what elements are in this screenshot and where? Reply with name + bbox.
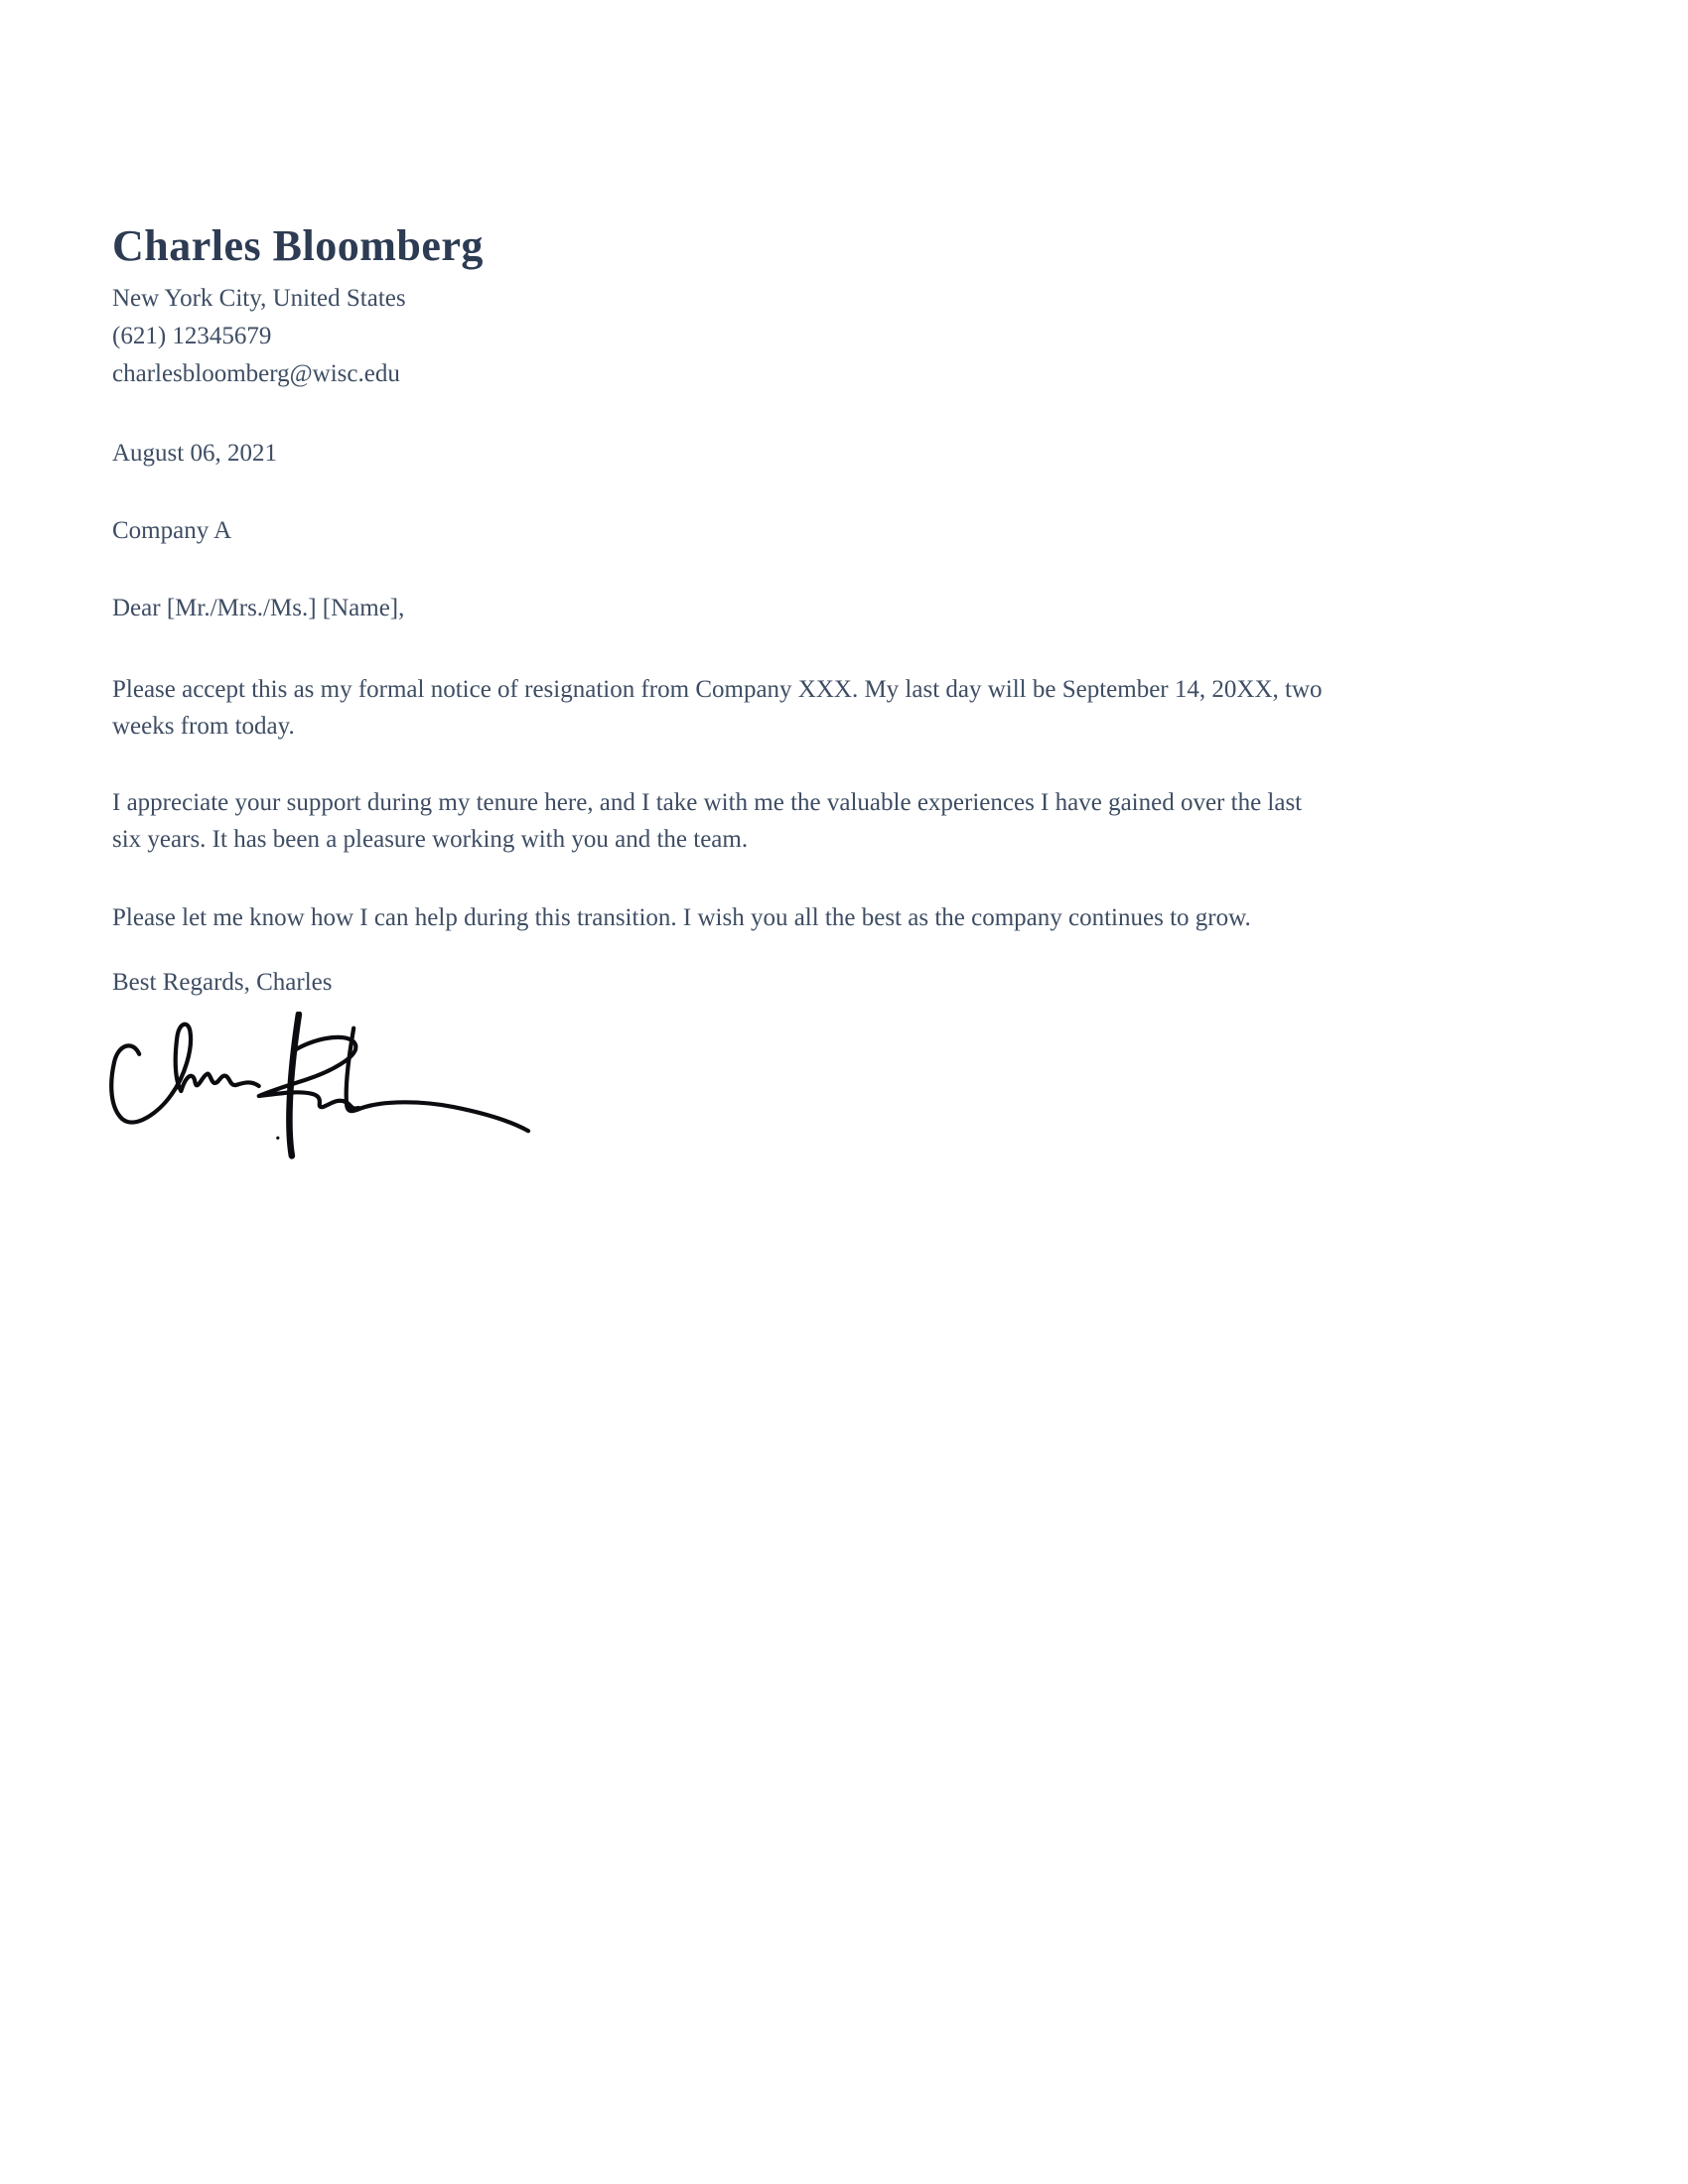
sender-email: charlesbloomberg@wisc.edu bbox=[112, 360, 400, 387]
ink-dot bbox=[276, 1137, 279, 1140]
letter-content bbox=[112, 0, 1576, 1162]
body-paragraph-3 bbox=[112, 899, 1576, 936]
closing-block bbox=[112, 964, 1576, 1002]
handwritten-signature bbox=[102, 1012, 531, 1162]
body-paragraph-2 bbox=[112, 784, 1576, 858]
sender-location: New York City, United States bbox=[112, 285, 406, 312]
salutation: Dear [Mr./Mrs./Ms.] [Name], bbox=[112, 595, 405, 621]
letter-date-block bbox=[112, 435, 1576, 473]
signature-image bbox=[102, 1012, 531, 1162]
paragraph-line: I appreciate your support during my tenure here, and I take with me the valuable experiences I have gained over the last bbox=[112, 789, 1303, 816]
closing-text: Best Regards, Charles bbox=[112, 969, 333, 996]
sender-phone: (621) 12345679 bbox=[112, 323, 272, 349]
paragraph-line: weeks from today. bbox=[112, 713, 295, 740]
recipient-block bbox=[112, 512, 1576, 550]
letter-date: August 06, 2021 bbox=[112, 440, 277, 467]
paragraph-line: six years. It has been a pleasure working with you and the team. bbox=[112, 826, 749, 853]
salutation-block bbox=[112, 590, 1576, 627]
sender-name: Charles Bloomberg bbox=[112, 221, 484, 270]
body-paragraph-1 bbox=[112, 671, 1576, 745]
recipient-name: Company A bbox=[112, 517, 232, 544]
paragraph-line: Please accept this as my formal notice of resignation from Company XXX. My last day will be September 14, 20XX, two bbox=[112, 676, 1323, 703]
sender-contact-block bbox=[112, 280, 1576, 393]
paragraph-line: Please let me know how I can help during this transition. I wish you all the best as the company continues to grow. bbox=[112, 904, 1251, 931]
